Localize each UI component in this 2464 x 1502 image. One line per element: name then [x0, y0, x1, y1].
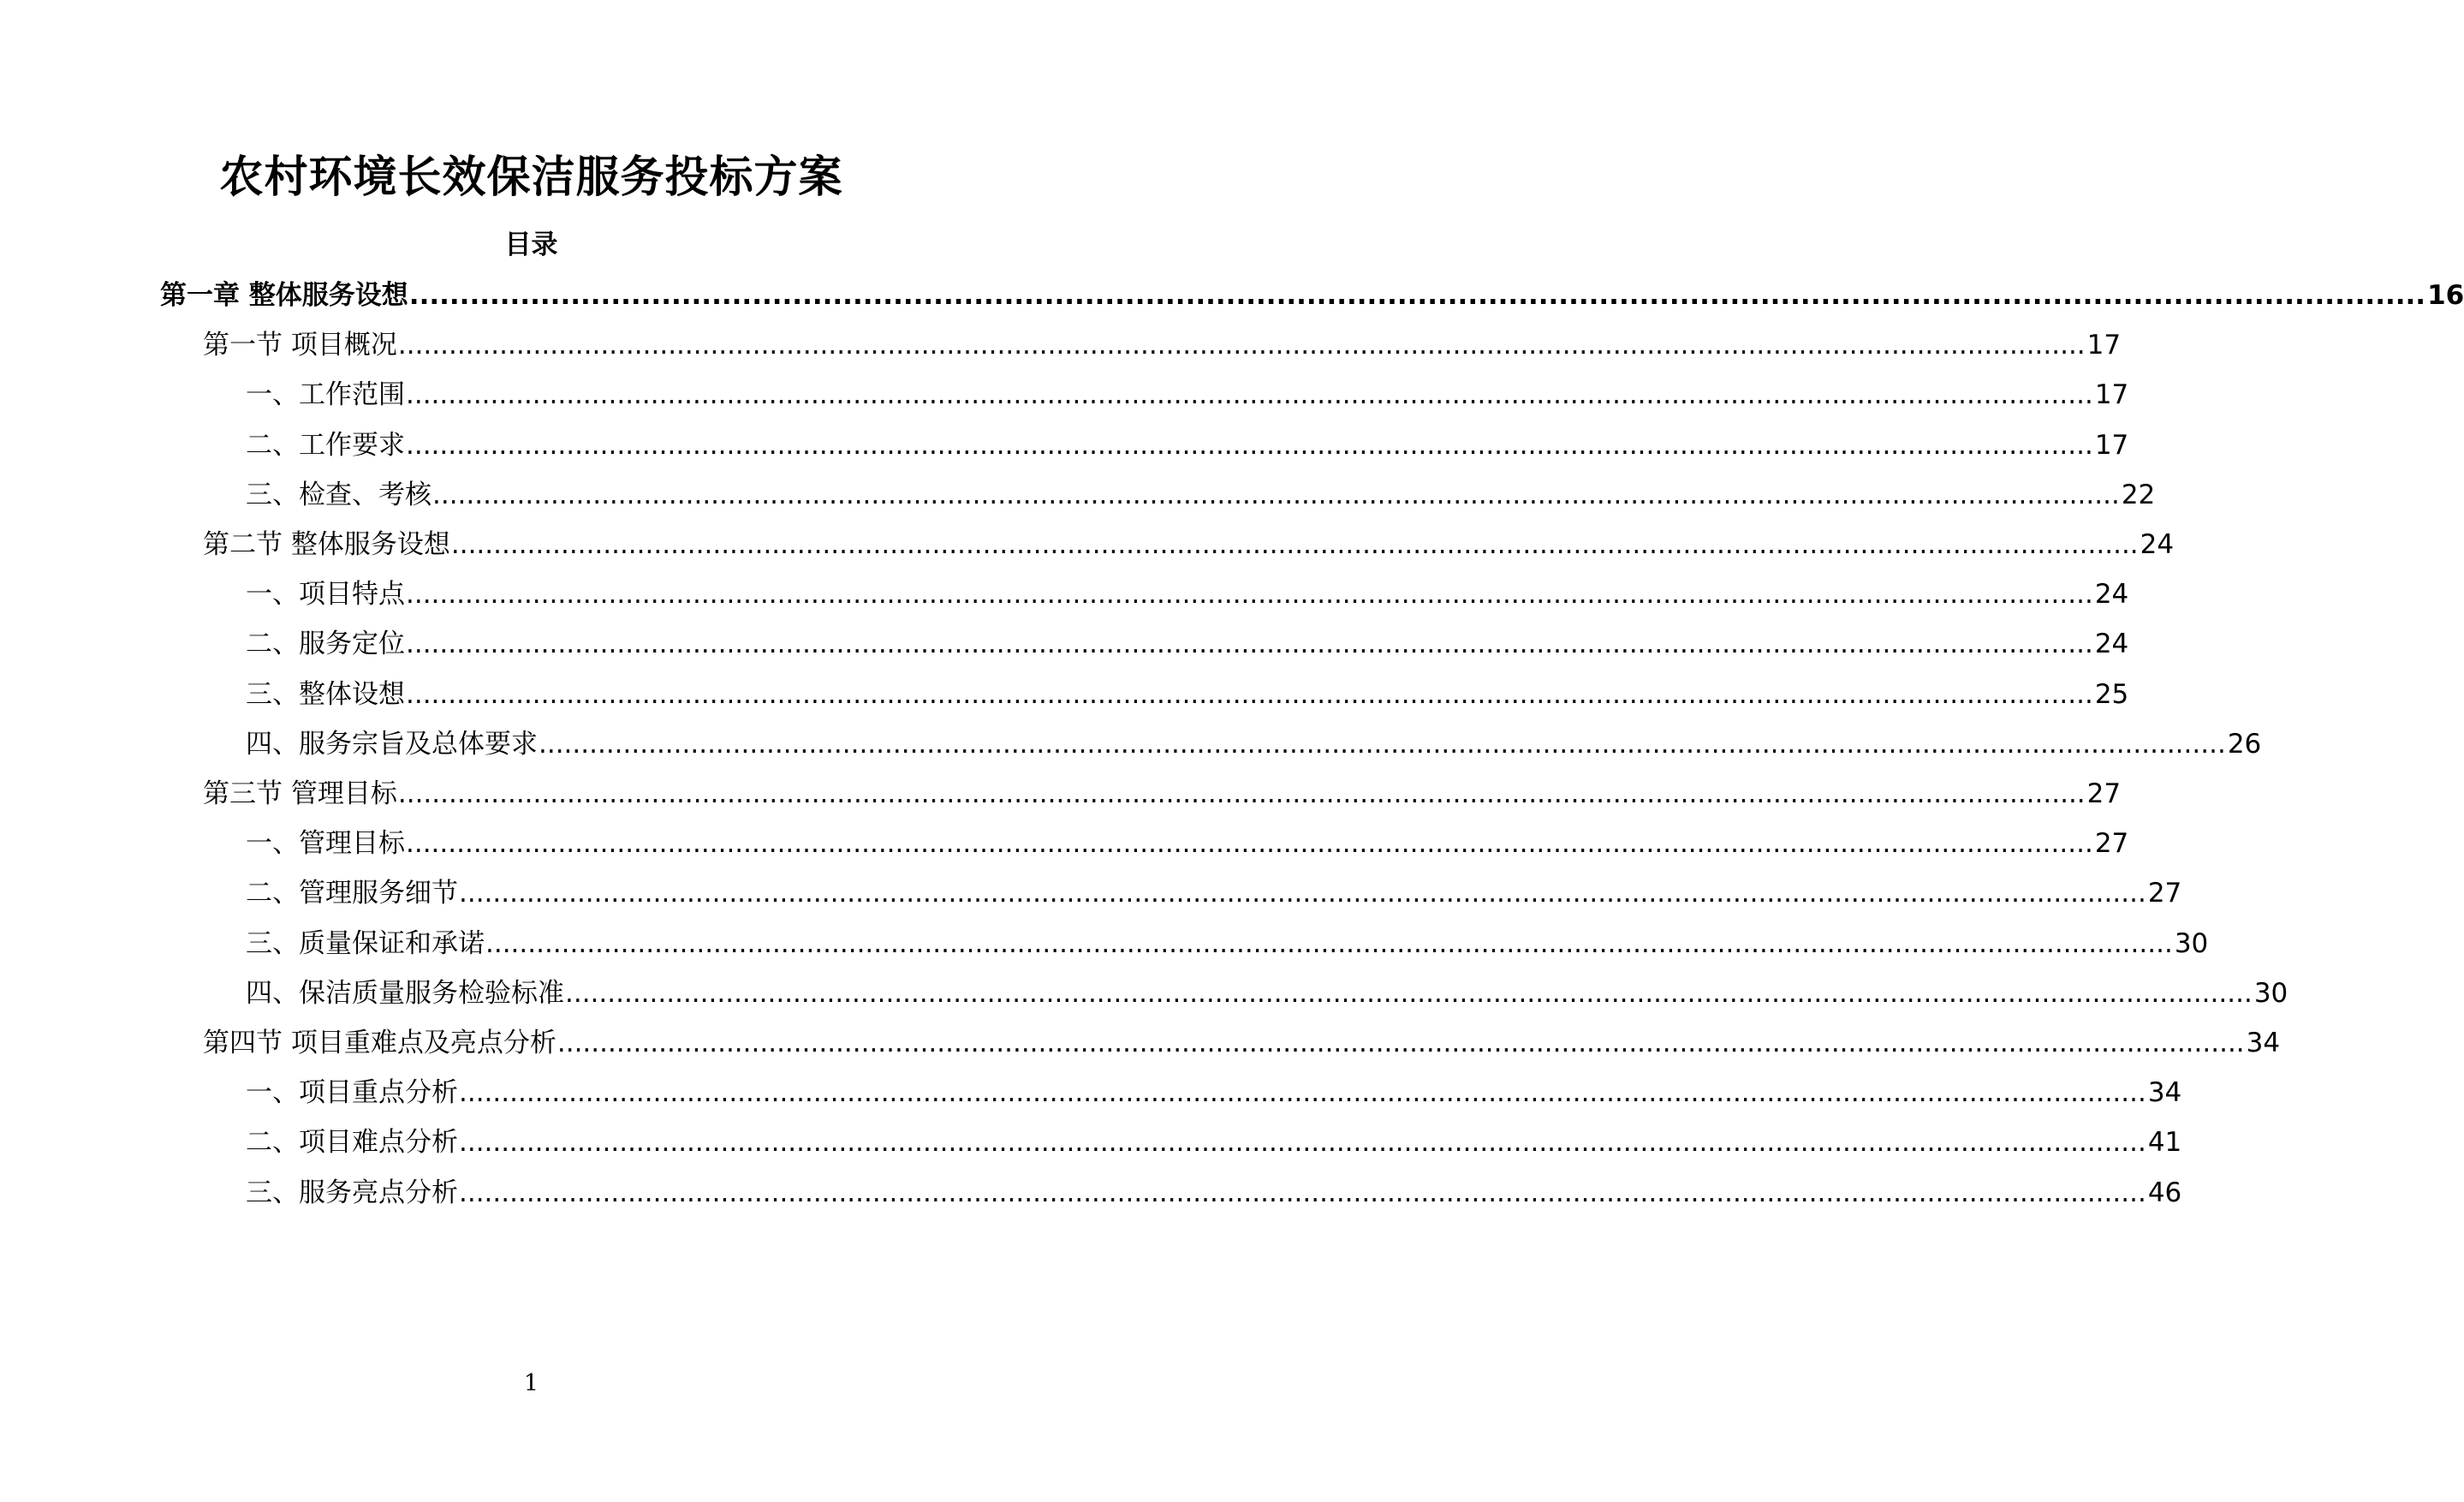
toc-entry-page-number: 24	[2094, 629, 2129, 659]
toc-entry-page-number: 27	[2086, 778, 2122, 809]
toc-entry-page-number: 16	[2427, 280, 2464, 311]
toc-entry-title: 四、服务宗旨及总体要求	[246, 729, 538, 760]
toc-dot-leader: ........................................................................................................................................................................................................	[459, 1127, 2146, 1158]
toc-subsection-entry[interactable]	[246, 725, 2262, 763]
toc-dot-leader: ........................................................................................................................................................................................................	[485, 928, 2173, 959]
toc-entry-page-number: 46	[2147, 1177, 2182, 1208]
toc-dot-leader: ........................................................................................................................................................................................................	[406, 629, 2093, 659]
toc-entry-page-number: 17	[2086, 330, 2122, 361]
toc-entry-title: 三、服务亮点分析	[246, 1177, 458, 1208]
toc-entry-page-number: 30	[2174, 928, 2209, 959]
toc-entry-page-number: 26	[2227, 729, 2262, 760]
toc-entry-page-number: 24	[2140, 529, 2175, 560]
toc-dot-leader: ........................................................................................................................................................................................................	[556, 1028, 2245, 1058]
toc-section-entry[interactable]	[203, 526, 2175, 563]
toc-entry-title: 二、项目难点分析	[246, 1127, 458, 1158]
toc-entry-page-number: 25	[2094, 679, 2129, 710]
toc-dot-leader: ........................................................................................................................................................................................................	[406, 579, 2093, 610]
toc-entry-title: 三、质量保证和承诺	[246, 928, 485, 959]
toc-dot-leader: ........................................................................................................................................................................................................	[406, 679, 2093, 710]
toc-entry-title: 一、工作范围	[246, 379, 405, 410]
toc-entry-title: 二、服务定位	[246, 629, 405, 659]
toc-subsection-entry[interactable]	[246, 874, 2182, 912]
toc-entry-title: 四、保洁质量服务检验标准	[246, 978, 564, 1009]
toc-entry-title: 一、项目特点	[246, 579, 405, 610]
toc-subsection-entry[interactable]	[246, 925, 2209, 963]
toc-section-entry[interactable]	[203, 326, 2122, 364]
toc-subsection-entry[interactable]	[246, 476, 2156, 514]
toc-section-entry[interactable]	[203, 1024, 2281, 1062]
toc-entry-title: 一、项目重点分析	[246, 1077, 458, 1108]
page-number: 1	[523, 1370, 539, 1397]
toc-entry-title: 三、整体设想	[246, 679, 405, 710]
toc-dot-leader: ........................................................................................................................................................................................................	[459, 1177, 2146, 1208]
toc-entry-page-number: 17	[2094, 430, 2129, 461]
toc-dot-leader: ........................................................................................................................................................................................................	[397, 330, 2086, 361]
toc-entry-page-number: 30	[2253, 978, 2288, 1009]
toc-subsection-entry[interactable]	[246, 625, 2129, 663]
toc-subsection-entry[interactable]	[246, 575, 2129, 613]
toc-heading: 目录	[504, 229, 558, 260]
toc-dot-leader: ........................................................................................................................................................................................................	[459, 878, 2146, 909]
toc-entry-title: 二、管理服务细节	[246, 878, 458, 909]
toc-entry-title: 第四节 项目重难点及亮点分析	[203, 1028, 556, 1058]
toc-dot-leader: ........................................................................................................................................................................................................	[450, 529, 2139, 560]
toc-entry-title: 第二节 整体服务设想	[203, 529, 450, 560]
toc-dot-leader: ........................................................................................................................................................................................................	[406, 379, 2093, 410]
toc-entry-title: 第一节 项目概况	[203, 330, 397, 361]
toc-subsection-entry[interactable]	[246, 825, 2129, 862]
toc-entry-title: 一、管理目标	[246, 828, 405, 859]
toc-subsection-entry[interactable]	[246, 426, 2129, 464]
toc-subsection-entry[interactable]	[246, 376, 2129, 414]
toc-subsection-entry[interactable]	[246, 1174, 2182, 1212]
toc-section-entry[interactable]	[203, 775, 2122, 813]
toc-entry-page-number: 41	[2147, 1127, 2182, 1158]
toc-entry-page-number: 27	[2147, 878, 2182, 909]
toc-chapter-entry[interactable]	[160, 277, 2464, 314]
toc-entry-page-number: 34	[2246, 1028, 2281, 1058]
document-title: 农村环境长效保洁服务投标方案	[219, 152, 843, 203]
toc-entry-page-number: 17	[2094, 379, 2129, 410]
toc-dot-leader: ........................................................................................................................................................................................................	[565, 978, 2253, 1009]
toc-dot-leader: ........................................................................................................................................................................................................	[432, 480, 2120, 510]
toc-dot-leader: ........................................................................................................................................................................................................	[408, 280, 2426, 311]
toc-dot-leader: ........................................................................................................................................................................................................	[397, 778, 2086, 809]
toc-dot-leader: ........................................................................................................................................................................................................	[406, 828, 2093, 859]
toc-dot-leader: ........................................................................................................................................................................................................	[459, 1077, 2146, 1108]
toc-entry-title: 第一章 整体服务设想	[160, 280, 408, 311]
toc-subsection-entry[interactable]	[246, 1124, 2182, 1161]
toc-entry-title: 第三节 管理目标	[203, 778, 397, 809]
toc-dot-leader: ........................................................................................................................................................................................................	[406, 430, 2093, 461]
toc-entry-page-number: 27	[2094, 828, 2129, 859]
toc-entry-title: 二、工作要求	[246, 430, 405, 461]
toc-subsection-entry[interactable]	[246, 1074, 2182, 1112]
toc-subsection-entry[interactable]	[246, 676, 2129, 713]
toc-entry-page-number: 24	[2094, 579, 2129, 610]
toc-entry-title: 三、检查、考核	[246, 480, 431, 510]
toc-entry-page-number: 34	[2147, 1077, 2182, 1108]
toc-entry-page-number: 22	[2121, 480, 2156, 510]
toc-subsection-entry[interactable]	[246, 975, 2288, 1012]
toc-dot-leader: ........................................................................................................................................................................................................	[539, 729, 2226, 760]
